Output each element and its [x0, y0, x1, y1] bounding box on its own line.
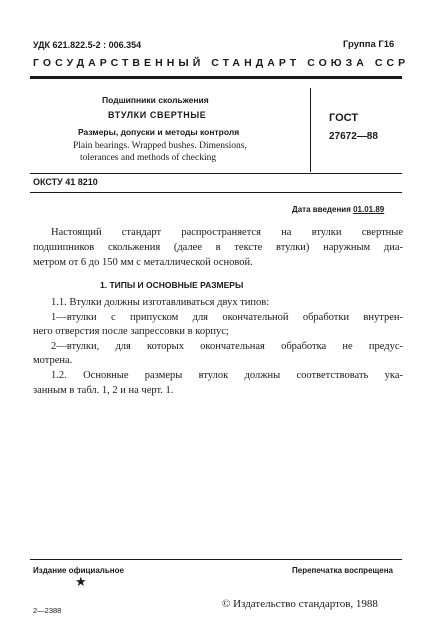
body-line: 1.2. Основные размеры втулок должны соответствовать ука- [51, 369, 403, 381]
group-code: Группа Г16 [343, 39, 395, 50]
okstu-code: ОКСТУ 41 8210 [33, 177, 98, 187]
state-standard-banner: ГОСУДАРСТВЕННЫЙ СТАНДАРТ СОЮЗА ССР [33, 57, 410, 69]
copyright-notice: © Издательство стандартов, 1988 [222, 598, 378, 610]
title-bottom-divider [30, 173, 402, 174]
title-english-line1: Plain bearings. Wrapped bushes. Dimensions, [73, 141, 247, 151]
introduction-date-value: 01.01.89 [353, 205, 385, 214]
star-icon: ★ [75, 575, 87, 590]
body-line: 1.1. Втулки должны изготавливаться двух типов: [51, 297, 270, 308]
introduction-date-label: Дата введения [292, 205, 351, 214]
title-english-line2: tolerances and methods of checking [80, 153, 217, 163]
title-main: ВТУЛКИ СВЕРТНЫЕ [108, 110, 207, 120]
header-divider [30, 76, 402, 79]
gost-number: 27672—88 [329, 131, 378, 142]
intro-paragraph [33, 225, 403, 270]
title-vertical-divider [310, 88, 311, 172]
introduction-date [292, 205, 384, 214]
print-code: 2—2388 [33, 606, 62, 615]
body-line: 1—втулки с припуском для окончательной обработки внутрен- [51, 311, 403, 323]
body-line: него отверстия после запрессовки в корпус; [33, 326, 229, 338]
reprint-notice: Перепечатка воспрещена [292, 566, 393, 575]
body-line: мотрена. [33, 355, 73, 367]
title-category: Подшипники скольжения [102, 95, 209, 105]
udc-code: УДК 621.822.5-2 : 006.354 [33, 40, 142, 50]
section-heading: 1. ТИПЫ И ОСНОВНЫЕ РАЗМЕРЫ [100, 280, 244, 290]
body-line: 2—втулки, для которых окончательная обработка не предус- [51, 340, 403, 352]
intro-line: подшипников скольжения (далее в тексте втулки) наружным диа- [33, 242, 403, 253]
footer-divider [30, 559, 402, 560]
intro-line: метром от 6 до 150 мм с металлической основой. [33, 257, 253, 268]
okstu-divider [30, 192, 402, 193]
official-edition: Издание официальное [33, 566, 124, 575]
intro-line: Настоящий стандарт распространяется на втулки свертные [51, 227, 403, 238]
title-subtitle: Размеры, допуски и методы контроля [78, 127, 240, 137]
body-line: занным в табл. 1, 2 и на черт. 1. [33, 384, 174, 396]
gost-label: ГОСТ [329, 112, 359, 124]
section-body [33, 296, 403, 398]
